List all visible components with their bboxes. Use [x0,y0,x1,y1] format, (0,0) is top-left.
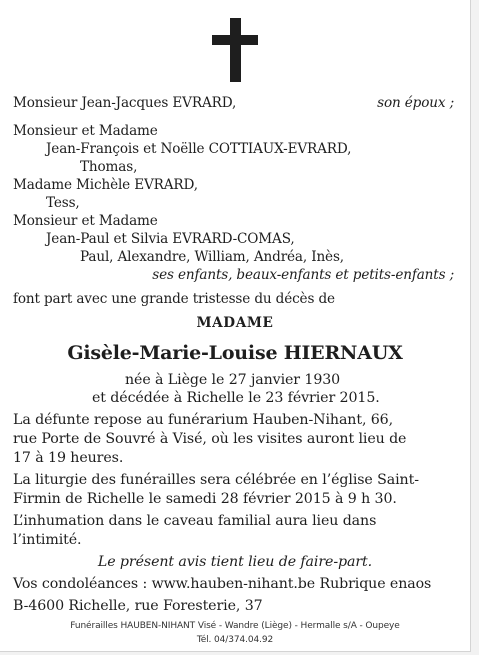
deceased-name: Gisèle-Marie-Louise HIERNAUX [67,342,403,364]
family-line: Monsieur et Madame [13,123,158,139]
family-line: Jean-François et Noëlle COTTIAUX-EVRARD, [46,141,352,157]
announcement: font part avec une grande tristesse du décès de [13,291,335,307]
faire-part-note: Le présent avis tient lieu de faire-part. [97,554,373,570]
detail-line: Firmin de Richelle le samedi 28 février 2015 à 9 h 30. [13,491,397,507]
detail-line: La défunte repose au funérarium Hauben-Nihant, 66, [13,412,394,428]
family-line: Paul, Alexandre, William, Andréa, Inès, [80,249,344,265]
cross-icon [212,18,258,82]
condolences: Vos condoléances : www.hauben-nihant.be Rubrique enaos [13,576,432,592]
detail-line: l’intimité. [13,532,82,548]
family-line: Thomas, [80,159,138,175]
family-role: ses enfants, beaux-enfants et petits-enfants ; [152,267,454,283]
detail-line: L’inhumation dans le caveau familial aura lieu dans [13,513,377,529]
footer-phone: Tél. 04/374.04.92 [196,635,274,645]
detail-line: rue Porte de Souvré à Visé, où les visites auront lieu de [13,431,407,447]
spouse-role: son époux ; [377,95,454,111]
detail-line: 17 à 19 heures. [13,450,124,466]
spouse-name: Monsieur Jean-Jacques EVRARD, [13,95,237,111]
family-line: Jean-Paul et Silvia EVRARD-COMAS, [46,231,295,247]
address: B-4600 Richelle, rue Foresterie, 37 [13,598,263,614]
birth-info: née à Liège le 27 janvier 1930 [125,372,341,388]
detail-line: La liturgie des funérailles sera célébrée en l’église Saint- [13,472,419,488]
death-info: et décédée à Richelle le 23 février 2015. [92,390,380,406]
family-line: Monsieur et Madame [13,213,158,229]
family-line: Tess, [46,195,80,211]
family-line: Madame Michèle EVRARD, [13,177,198,193]
footer-funeral-home: Funérailles HAUBEN-NIHANT Visé - Wandre (Liège) - Hermalle s/A - Oupeye [70,621,400,631]
deceased-title: MADAME [196,315,274,331]
